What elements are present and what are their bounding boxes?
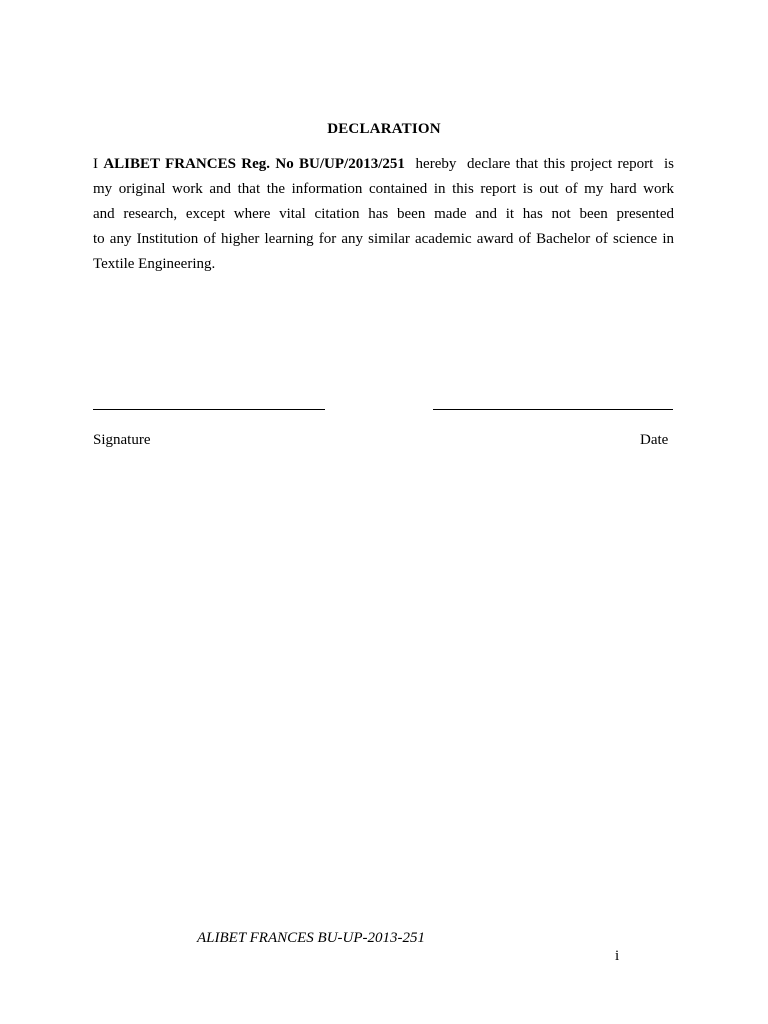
declaration-line-2: my original work and that the information contained in this report is out of my hard work bbox=[93, 181, 674, 197]
signature-label: Signature bbox=[93, 432, 151, 448]
declarant-name-reg: ALIBET FRANCES Reg. No BU/UP/2013/251 bbox=[103, 156, 405, 172]
declaration-line-3: and research, except where vital citation has been made and it has not been presented bbox=[93, 206, 674, 222]
declaration-line-5: Textile Engineering. bbox=[93, 256, 216, 272]
page-title: DECLARATION bbox=[327, 121, 441, 137]
declaration-line-1 bbox=[93, 152, 674, 177]
declaration-prefix: I bbox=[93, 156, 104, 172]
signature-line bbox=[93, 409, 325, 410]
page-footer: ALIBET FRANCES BU-UP-2013-251 bbox=[197, 930, 426, 946]
page-number: i bbox=[615, 948, 620, 964]
declaration-paragraph bbox=[93, 152, 674, 277]
declaration-line-4: to any Institution of higher learning for any similar academic award of Bachelor of science in bbox=[93, 231, 674, 247]
date-line bbox=[433, 409, 673, 410]
declaration-line-1-rest: hereby declare that this project report is bbox=[404, 156, 674, 172]
date-label: Date bbox=[640, 432, 669, 448]
